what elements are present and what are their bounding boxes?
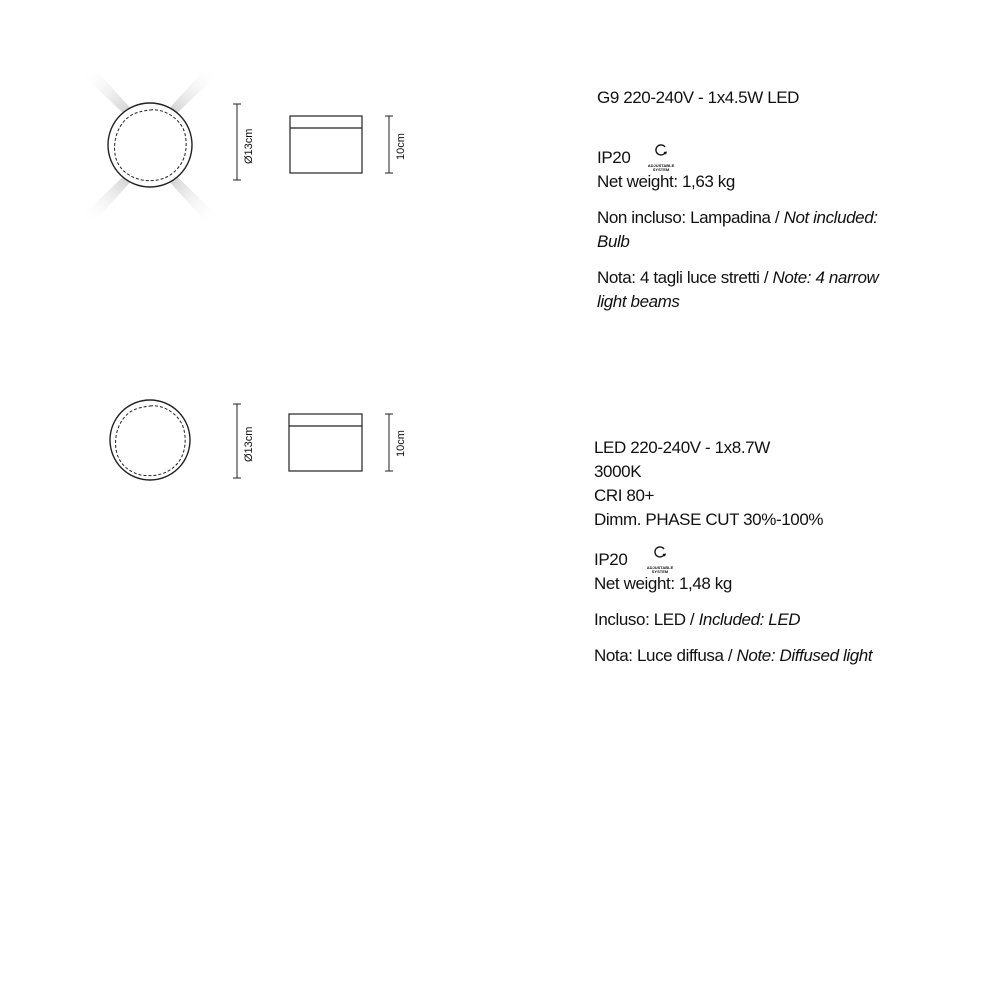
note: Nota: Luce diffusa / Note: Diffused light xyxy=(594,646,873,665)
product-2-specs xyxy=(594,436,894,668)
top-view-outer-circle xyxy=(110,400,190,480)
bulb-info: Incluso: LED / Included: LED xyxy=(594,610,801,629)
power-spec: LED 220-240V - 1x8.7W xyxy=(594,438,770,457)
adjustable-system-label: ADJUSTABLE SYSTEM xyxy=(647,163,675,172)
net-weight: Net weight: 1,48 kg xyxy=(594,574,732,593)
bulb-info: Non incluso: Lampadina / Not included: Bulb xyxy=(597,208,878,251)
note: Nota: 4 tagli luce stretti / Note: 4 narrow light beams xyxy=(597,268,879,311)
height-label: 10cm xyxy=(395,133,407,160)
height-dimension xyxy=(385,414,407,471)
product-1-specs xyxy=(597,86,887,314)
dimming: Dimm. PHASE CUT 30%-100% xyxy=(594,510,824,529)
height-dimension xyxy=(385,116,407,173)
ip-rating: IP20 xyxy=(597,148,631,167)
top-view-inner-dashed-shape xyxy=(116,406,186,476)
top-view xyxy=(110,400,190,480)
ip-rating-row xyxy=(594,548,894,572)
cri: CRI 80+ xyxy=(594,486,655,505)
height-label: 10cm xyxy=(395,430,407,457)
adjustable-system-label: ADJUSTABLE SYSTEM xyxy=(646,565,674,574)
diameter-label: Ø13cm xyxy=(243,128,255,164)
ip-rating-row xyxy=(597,146,887,170)
rotate-icon xyxy=(654,143,668,157)
rotate-icon xyxy=(653,545,667,559)
adjustable-system-badge xyxy=(642,542,678,574)
side-view xyxy=(290,116,362,173)
top-view-outer-circle xyxy=(108,103,192,187)
net-weight: Net weight: 1,63 kg xyxy=(597,172,735,191)
top-view xyxy=(108,103,192,187)
diameter-dimension xyxy=(233,404,255,478)
adjustable-system-badge xyxy=(643,140,679,172)
diameter-dimension xyxy=(233,104,255,180)
diameter-label: Ø13cm xyxy=(243,426,255,462)
color-temperature: 3000K xyxy=(594,462,642,481)
ip-rating: IP20 xyxy=(594,550,628,569)
side-view xyxy=(289,414,362,471)
product-1-drawing xyxy=(0,0,560,240)
power-spec: G9 220-240V - 1x4.5W LED xyxy=(597,88,800,107)
